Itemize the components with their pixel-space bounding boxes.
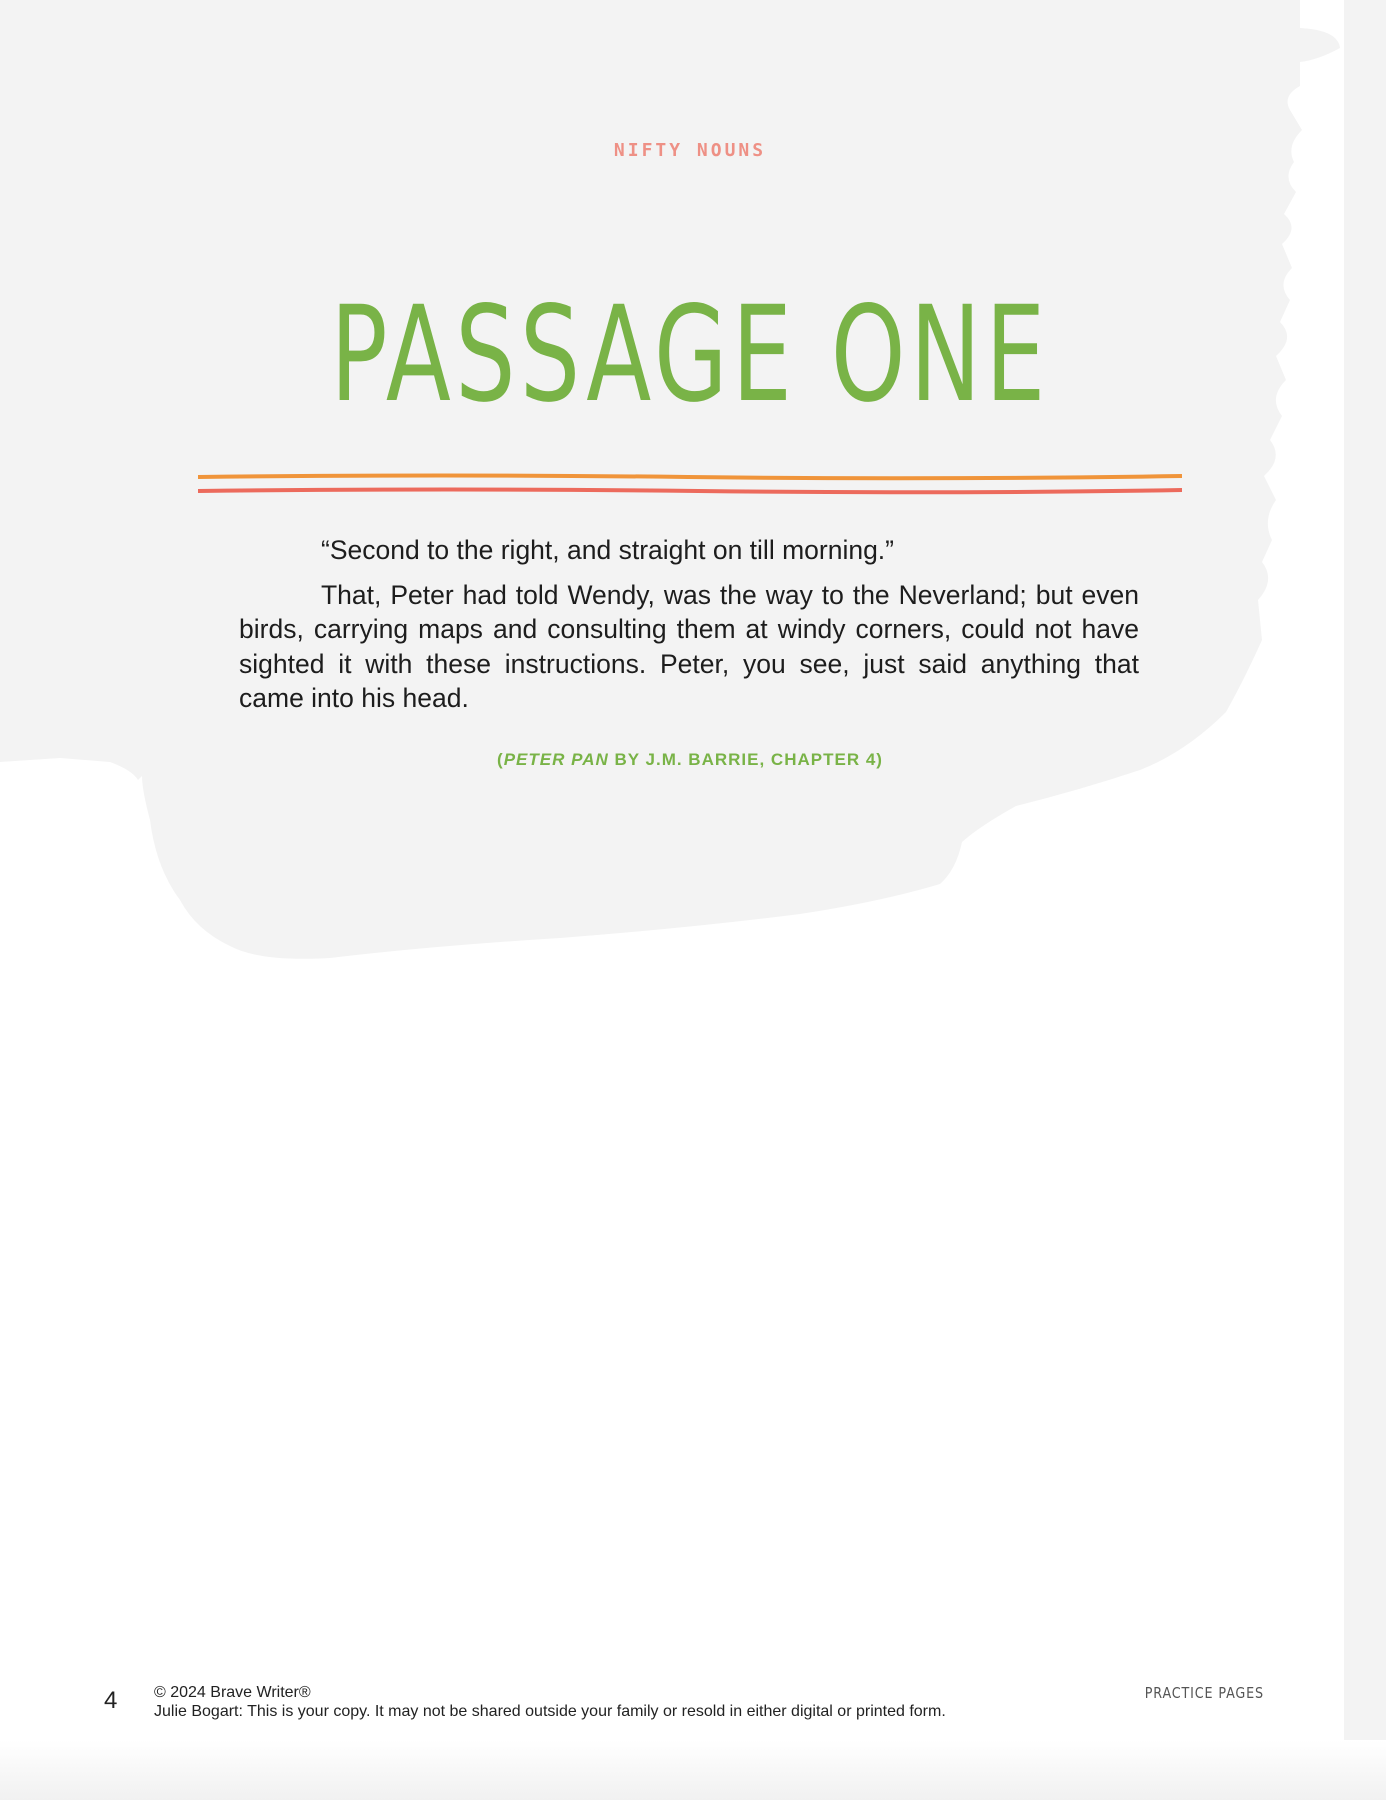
footer-section-label: PRACTICE PAGES xyxy=(1144,1684,1264,1702)
red-rule xyxy=(198,490,1182,493)
copyright-line: © 2024 Brave Writer® xyxy=(154,1684,311,1701)
footer-copyright-block xyxy=(154,1683,946,1721)
license-line: Julie Bogart: This is your copy. It may not be shared outside your family or resold in either digital or printed form. xyxy=(154,1703,946,1720)
page-number: 4 xyxy=(104,1687,118,1714)
passage-text xyxy=(239,533,1139,716)
citation xyxy=(0,750,1380,770)
citation-book-title: PETER PAN xyxy=(503,750,609,769)
page-title: PASSAGE ONE xyxy=(330,278,1050,432)
bottom-edge-shade xyxy=(0,1740,1386,1800)
passage-paragraph: That, Peter had told Wendy, was the way to the Neverland; but even birds, carrying maps and consulting them at windy corners, could not have sighted it with these instructions. Peter, you see, just said anything that came into his head. xyxy=(239,579,1139,713)
passage-line-1: “Second to the right, and straight on till morning.” xyxy=(321,535,894,565)
double-rule-divider xyxy=(198,470,1182,496)
citation-author-chapter: BY J.M. BARRIE, CHAPTER 4) xyxy=(608,750,883,769)
citation-open: ( xyxy=(497,750,504,769)
section-label: NIFTY NOUNS xyxy=(613,140,767,161)
orange-rule xyxy=(198,476,1182,479)
